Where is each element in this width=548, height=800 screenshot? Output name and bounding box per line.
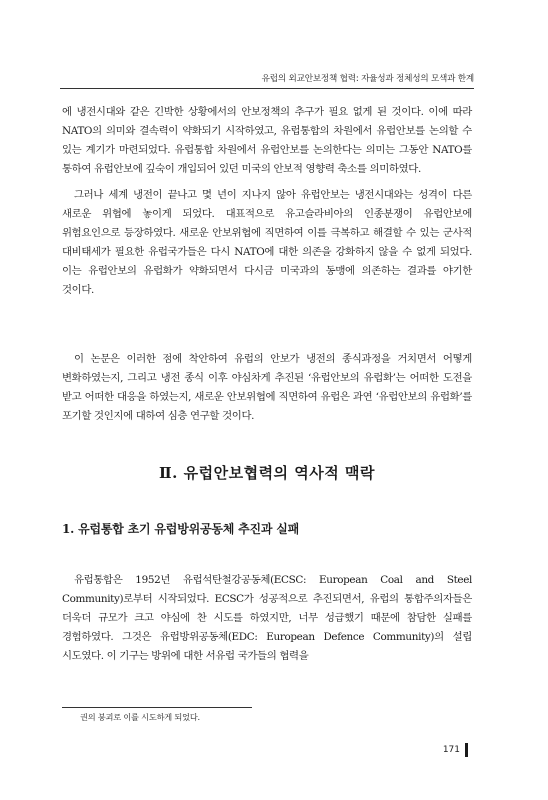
body-paragraph: 에 냉전시대와 같은 긴박한 상황에서의 안보정책의 추구가 필요 없게 된 것이다. 이에 따라 NATO의 의미와 결속력이 약화되기 시작하였고, 유럽통합의 차원에서 유럽안보를 논의할 수 있는 계기가 마련되었다. 유럽통합 차원에서 유럽안보를 논의한다는 의미는 그동안 NATO를 통하여 유럽안보에 깊숙이 개입되어 있던 미국의 안보적 영향력 축소를 의미하였다.	[62, 106, 472, 175]
section-title: 1. 유럽통합 초기 유럽방위공동체 추진과 실패	[62, 522, 300, 536]
page-number: 171	[442, 745, 460, 755]
header-rule	[60, 88, 474, 89]
page-number-bar	[465, 743, 468, 757]
running-header: 유럽의 외교안보정책 협력: 자율성과 정체성의 모색과 한계	[261, 74, 474, 84]
body-paragraph: 이 논문은 이러한 점에 착안하여 유럽의 안보가 냉전의 종식과정을 거치면서 어떻게 변화하였는지, 그리고 냉전 종식 이후 야심차게 추진된 ‘유럽안보의 유럽화’는 어떠한 도전을 받고 어떠한 대응을 하였는지, 새로운 안보위협에 직면하여 유럽은 과연 ‘유럽안보의 유럽화’를 포기할 것인지에 대하여 심층 연구할 것이다.	[62, 353, 472, 422]
body-paragraph: 그러나 세계 냉전이 끝나고 몇 년이 지나지 않아 유럽안보는 냉전시대와는 성격이 다른 새로운 위협에 놓이게 되었다. 대표적으로 유고슬라비아의 인종분쟁이 유럽안보에 위험요인으로 등장하였다. 새로운 안보위협에 직면하여 이를 극복하고 해결할 수 있는 군사적 대비태세가 필요한 유럽국가들은 다시 NATO에 대한 의존을 강화하지 않을 수 없게 되었다. 이는 유럽안보의 유럽화가 약화되면서 다시금 미국과의 동맹에 의존하는 결과를 야기한 것이다.	[62, 189, 472, 296]
body-paragraph: 유럽통합은 1952년 유럽석탄철강공동체(ECSC: European Coal and Steel Community)로부터 시작되었다. ECSC가 성공적으로 추진되면서, 유럽의 통합주의자들은 더욱더 규모가 크고 야심에 찬 시도를 하였지만, 너무 성급했기 때문에 참담한 실패를 경험하였다. 그것은 유럽방위공동체(EDC: European Defence Community)의 설립 시도였다. 이 기구는 방위에 대한 서유럽 국가들의 협력을	[62, 574, 472, 662]
chapter-title: Ⅱ. 유럽안보협력의 역사적 맥락	[159, 464, 375, 482]
footnote-divider	[62, 707, 252, 708]
footnote: 권의 붕괴로 이를 시도하게 되었다.	[80, 712, 200, 722]
